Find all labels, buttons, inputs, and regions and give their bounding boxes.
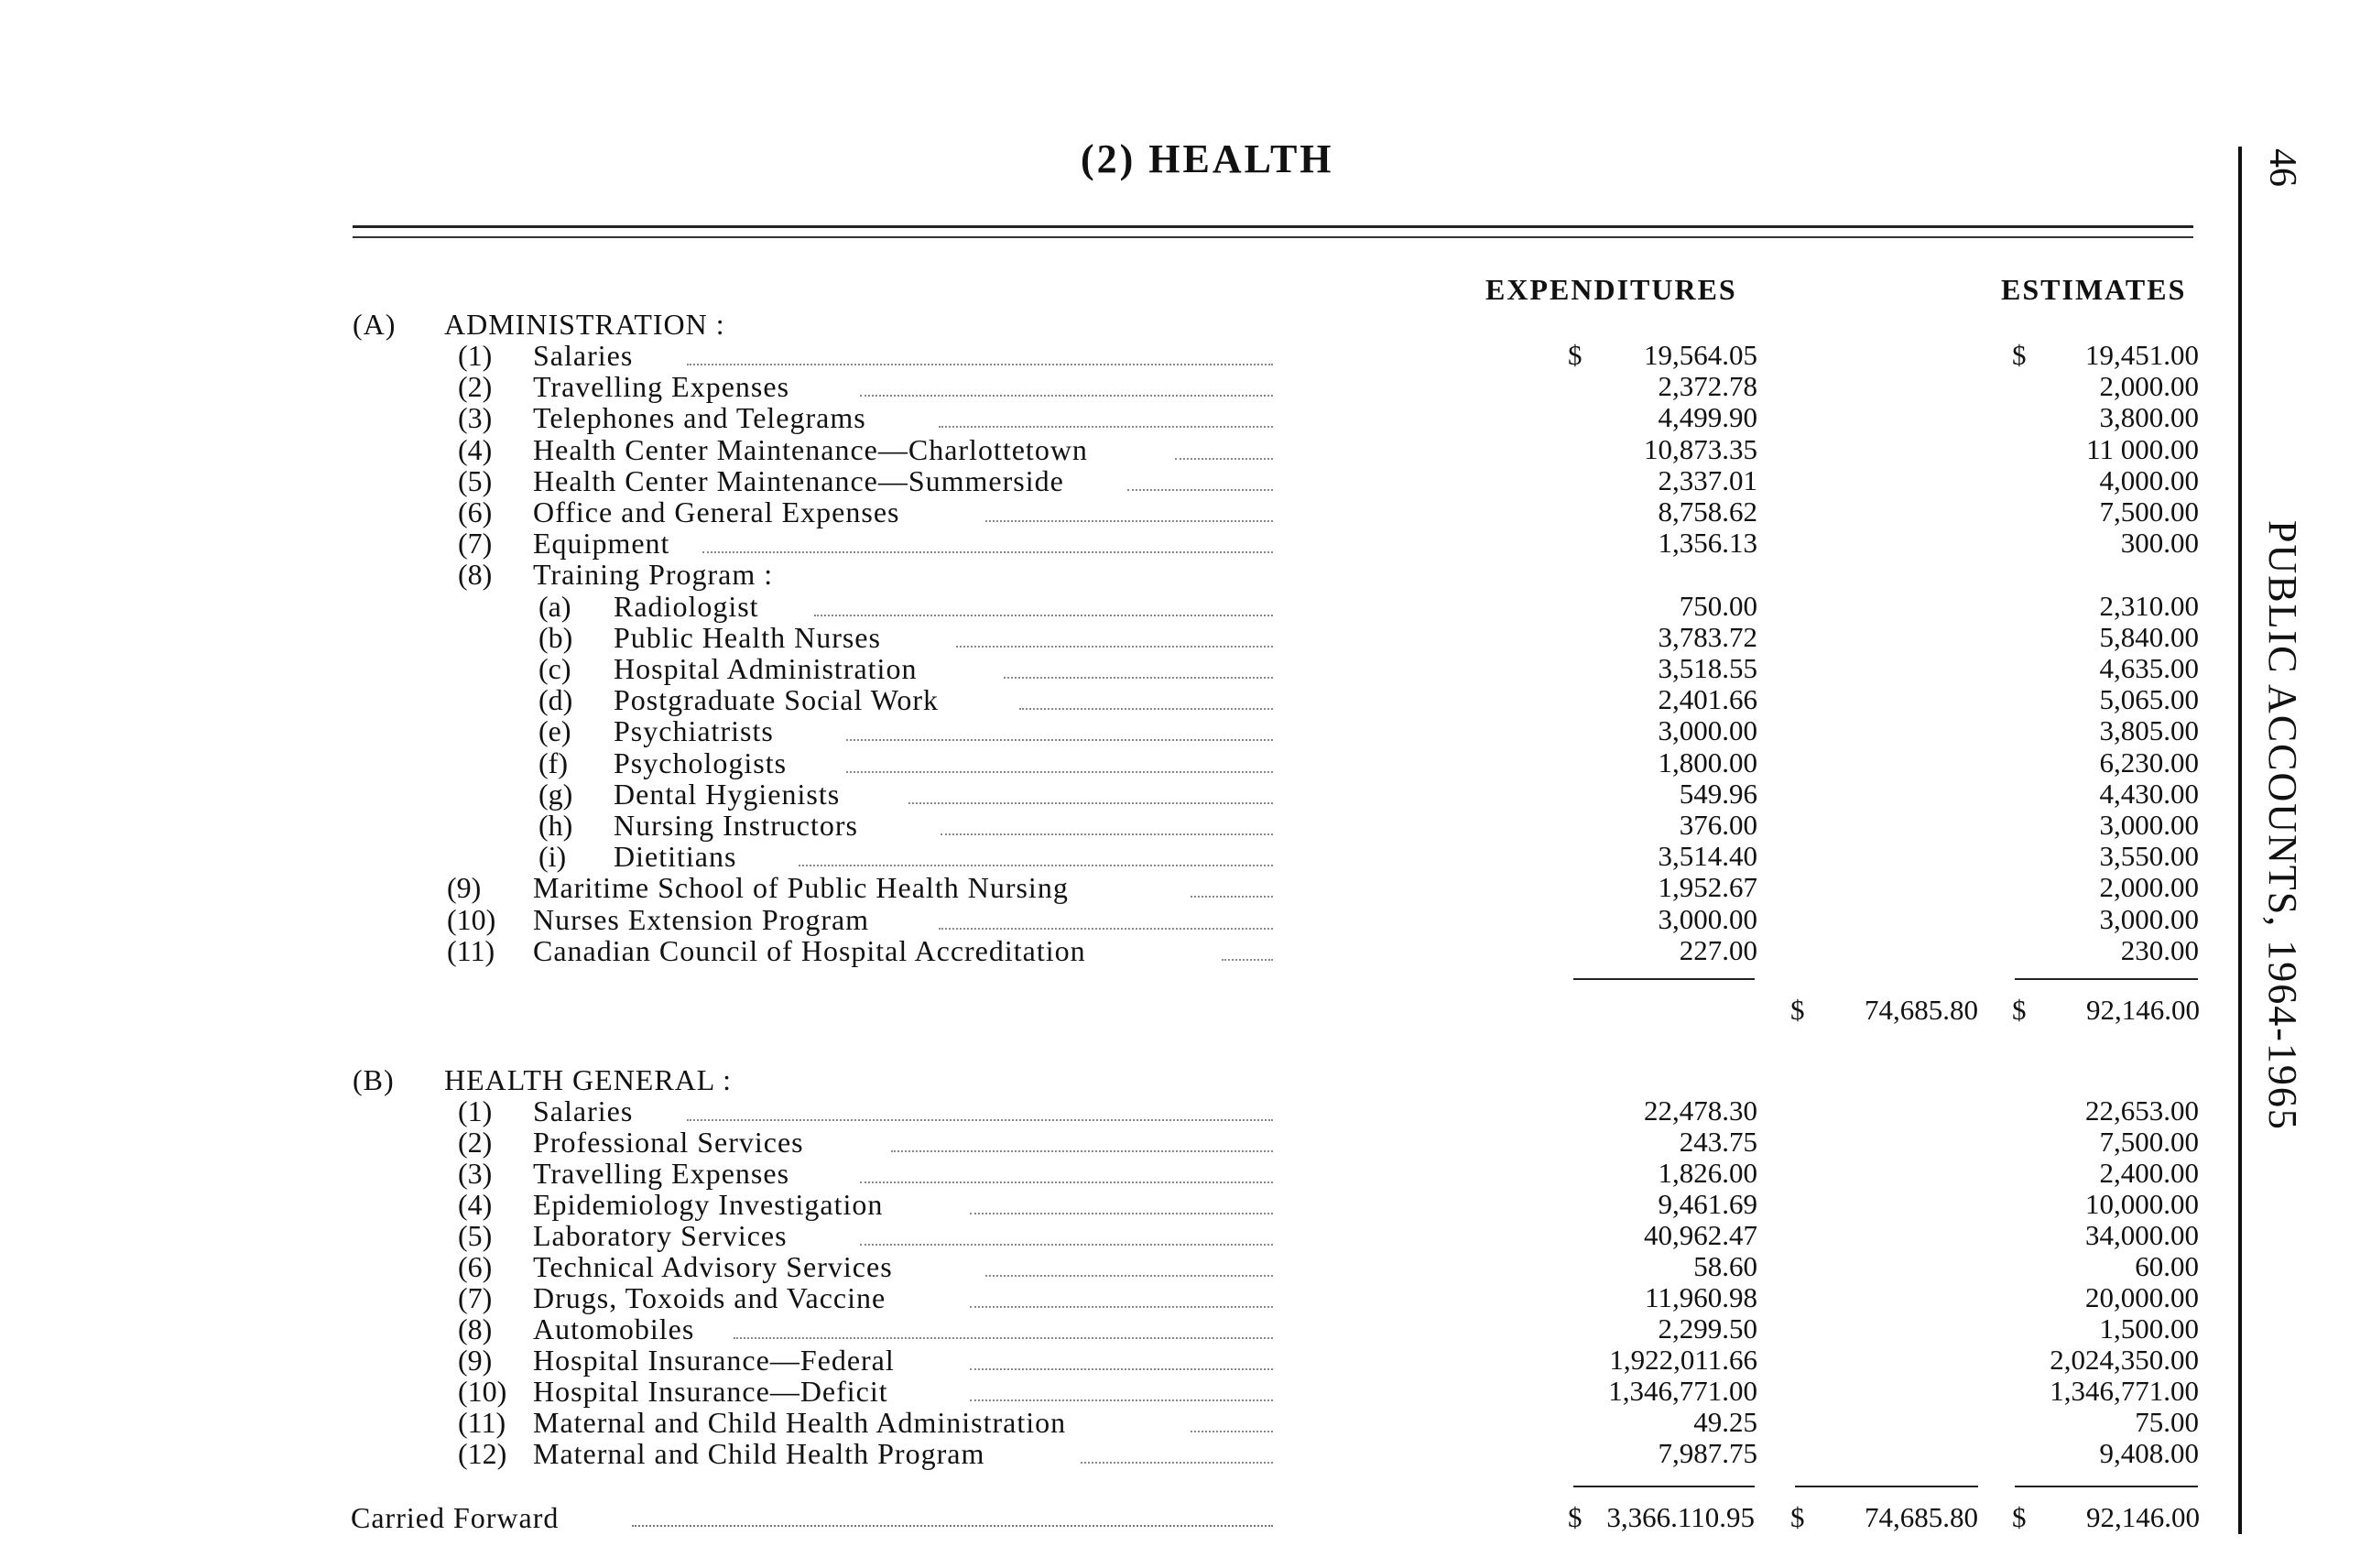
row-label: Canadian Council of Hospital Accreditation — [533, 934, 1086, 967]
currency-sign: $ — [2012, 339, 2027, 371]
row-label: Technical Advisory Services — [533, 1250, 893, 1283]
estimate-value: 3,000.00 — [2099, 903, 2199, 935]
expenditure-value: 2,401.66 — [1658, 683, 1757, 715]
estimate-value: 2,310.00 — [2099, 590, 2199, 622]
expenditure-value: 3,000.00 — [1658, 903, 1757, 935]
expenditure-value: 1,346,771.00 — [1608, 1375, 1757, 1407]
row-label: Maritime School of Public Health Nursing — [533, 871, 1069, 904]
estimate-value: 5,065.00 — [2099, 683, 2199, 715]
leader-dots — [1127, 489, 1273, 491]
row-index: (1) — [458, 1094, 493, 1127]
leader-dots — [1175, 458, 1273, 460]
table-row — [0, 653, 2371, 684]
row-label: Travelling Expenses — [533, 1157, 790, 1190]
section-b-heading: HEALTH GENERAL : — [444, 1063, 733, 1096]
row-label: Office and General Expenses — [533, 495, 900, 528]
row-label: Psychologists — [614, 746, 788, 779]
leader-dots — [860, 395, 1273, 397]
expenditure-value: 9,461.69 — [1658, 1188, 1757, 1220]
page-title: (2) HEALTH — [1081, 136, 1334, 181]
table-row — [0, 841, 2371, 872]
row-index: (4) — [458, 1188, 493, 1221]
leader-dots — [734, 1337, 1273, 1339]
row-label: Dietitians — [614, 840, 737, 873]
table-row — [0, 810, 2371, 841]
section-b-marker: (B) — [353, 1063, 395, 1096]
subtotal-rule-est — [2015, 978, 2198, 980]
row-label: Postgraduate Social Work — [614, 683, 939, 716]
table-row — [0, 591, 2371, 622]
leader-dots — [939, 928, 1273, 930]
leader-dots — [799, 865, 1273, 866]
leader-dots — [956, 646, 1273, 648]
row-label: Health Center Maintenance—Charlottetown — [533, 433, 1088, 466]
currency-sign: $ — [1568, 339, 1582, 371]
row-label: Professional Services — [533, 1126, 804, 1159]
expenditures-header: EXPENDITURES — [1485, 273, 1737, 306]
leader-dots — [970, 1306, 1273, 1308]
estimate-value: 11 000.00 — [2086, 433, 2199, 465]
row-index: (11) — [458, 1406, 506, 1439]
section-a-total-est: 92,146.00 — [2086, 994, 2200, 1026]
leader-dots — [687, 1119, 1273, 1121]
row-label: Epidemiology Investigation — [533, 1188, 884, 1221]
subtotal-rule-exp — [1573, 978, 1755, 980]
leader-dots — [860, 1181, 1273, 1183]
expenditure-value: 376.00 — [1679, 809, 1757, 841]
row-index: (f) — [538, 746, 568, 779]
expenditure-value: 11,960.98 — [1645, 1281, 1757, 1313]
expenditure-value: 750.00 — [1679, 590, 1757, 622]
row-label: Travelling Expenses — [533, 370, 790, 403]
estimate-value: 75.00 — [2135, 1406, 2199, 1438]
row-index: (2) — [458, 1126, 493, 1159]
estimate-value: 230.00 — [2120, 934, 2199, 966]
row-index: (5) — [458, 464, 493, 497]
title-rule — [353, 225, 2193, 228]
estimate-value: 4,430.00 — [2099, 778, 2199, 810]
row-index: (9) — [447, 871, 482, 904]
table-row — [0, 465, 2371, 496]
row-label: Salaries — [533, 339, 634, 372]
currency-sign: $ — [1790, 1501, 1805, 1533]
currency-sign: $ — [1790, 994, 1805, 1026]
carried-forward-exp: 3,366.110.95 — [1606, 1501, 1755, 1533]
leader-dots — [1004, 677, 1273, 679]
estimate-value: 2,000.00 — [2099, 370, 2199, 402]
leader-dots — [985, 520, 1273, 522]
row-label: Hospital Administration — [614, 652, 918, 685]
table-row — [0, 904, 2371, 935]
leader-dots — [985, 1275, 1273, 1277]
row-index: (2) — [458, 370, 493, 403]
estimate-value: 300.00 — [2120, 527, 2199, 559]
estimate-value: 3,805.00 — [2099, 714, 2199, 746]
row-index: (3) — [458, 1157, 493, 1190]
row-index: (7) — [458, 527, 493, 560]
table-row — [0, 340, 2371, 371]
table-row — [0, 684, 2371, 715]
row-index: (e) — [538, 714, 571, 747]
expenditure-value: 3,514.40 — [1658, 840, 1757, 872]
expenditure-value: 1,800.00 — [1658, 746, 1757, 779]
row-index: (4) — [458, 433, 493, 466]
row-index: (9) — [458, 1344, 493, 1377]
currency-sign: $ — [2012, 994, 2027, 1026]
row-label: Salaries — [533, 1094, 634, 1127]
expenditure-value: 10,873.35 — [1644, 433, 1757, 465]
leader-dots — [687, 364, 1273, 365]
expenditure-value: 4,499.90 — [1658, 401, 1757, 433]
row-index: (i) — [538, 840, 567, 873]
cf-rule-est — [2015, 1486, 2198, 1487]
leader-dots — [860, 1244, 1273, 1246]
expenditure-value: 2,299.50 — [1658, 1312, 1757, 1345]
leader-dots — [632, 1525, 1273, 1527]
estimate-value: 1,346,771.00 — [2050, 1375, 2199, 1407]
currency-sign: $ — [1568, 1501, 1582, 1533]
estimate-value: 2,400.00 — [2099, 1157, 2199, 1189]
leader-dots — [970, 1213, 1273, 1214]
row-label: Psychiatrists — [614, 714, 774, 747]
leader-dots — [891, 1150, 1273, 1152]
row-label: Telephones and Telegrams — [533, 401, 866, 434]
row-label: Maternal and Child Health Administration — [533, 1406, 1067, 1439]
expenditure-value: 22,478.30 — [1644, 1094, 1757, 1127]
row-label: Radiologist — [614, 590, 759, 623]
row-index: (6) — [458, 1250, 493, 1283]
table-row — [0, 402, 2371, 433]
page-number: 46 — [2261, 148, 2303, 187]
row-label: Hospital Insurance—Deficit — [533, 1375, 888, 1408]
row-index: (a) — [538, 590, 571, 623]
table-row — [0, 1313, 2371, 1345]
row-index: (10) — [458, 1375, 507, 1408]
section-a-marker: (A) — [353, 308, 397, 341]
table-row — [0, 622, 2371, 653]
table-row — [0, 1376, 2371, 1407]
leader-dots — [1081, 1462, 1273, 1464]
estimate-value: 20,000.00 — [2085, 1281, 2199, 1313]
estimate-value: 2,000.00 — [2099, 871, 2199, 903]
estimate-value: 4,635.00 — [2099, 652, 2199, 684]
estimate-value: 22,653.00 — [2085, 1094, 2199, 1127]
cf-rule-exp — [1573, 1486, 1755, 1487]
row-index: (1) — [458, 339, 493, 372]
estimate-value: 9,408.00 — [2099, 1437, 2199, 1469]
row-index: (8) — [458, 1312, 493, 1345]
cf-rule-mid — [1795, 1486, 1978, 1487]
expenditure-value: 1,826.00 — [1658, 1157, 1757, 1189]
leader-dots — [970, 1368, 1273, 1370]
row-index: (h) — [538, 809, 573, 842]
table-row — [0, 715, 2371, 746]
row-label: Maternal and Child Health Program — [533, 1437, 985, 1470]
row-label: Laboratory Services — [533, 1219, 788, 1252]
expenditure-value: 49.25 — [1693, 1406, 1757, 1438]
estimate-value: 3,000.00 — [2099, 809, 2199, 841]
estimates-header: ESTIMATES — [2001, 273, 2187, 306]
estimate-value: 2,024,350.00 — [2050, 1344, 2199, 1376]
expenditure-value: 243.75 — [1679, 1126, 1757, 1158]
table-row — [0, 1282, 2371, 1313]
row-label: Drugs, Toxoids and Vaccine — [533, 1281, 886, 1314]
estimate-value: 1,500.00 — [2099, 1312, 2199, 1345]
row-label: Automobiles — [533, 1312, 695, 1345]
expenditure-value: 2,337.01 — [1658, 464, 1757, 496]
leader-dots — [1191, 896, 1273, 898]
row-index: (c) — [538, 652, 571, 685]
table-row — [0, 1407, 2371, 1438]
leader-dots — [846, 739, 1273, 741]
estimate-value: 7,500.00 — [2099, 1126, 2199, 1158]
currency-sign: $ — [2012, 1501, 2027, 1533]
row-index: (11) — [447, 934, 495, 967]
leader-dots — [1222, 959, 1273, 961]
row-label: Public Health Nurses — [614, 621, 881, 654]
row-index: (6) — [458, 495, 493, 528]
estimate-value: 10,000.00 — [2085, 1188, 2199, 1220]
table-row — [0, 528, 2371, 559]
expenditure-value: 549.96 — [1679, 778, 1757, 810]
carried-forward-est: 92,146.00 — [2086, 1501, 2200, 1533]
row-label: Nursing Instructors — [614, 809, 858, 842]
leader-dots — [939, 426, 1273, 428]
expenditure-value: 19,564.05 — [1644, 339, 1757, 371]
row-label: Health Center Maintenance—Summerside — [533, 464, 1064, 497]
leader-dots — [814, 615, 1273, 616]
row-index: (d) — [538, 683, 573, 716]
expenditure-value: 227.00 — [1679, 934, 1757, 966]
expenditure-value: 3,518.55 — [1658, 652, 1757, 684]
leader-dots — [941, 833, 1273, 835]
table-row — [0, 779, 2371, 810]
row-index: (3) — [458, 401, 493, 434]
row-index: (b) — [538, 621, 573, 654]
expenditure-value: 1,922,011.66 — [1609, 1344, 1757, 1376]
row-index: (10) — [447, 903, 496, 936]
expenditure-value: 8,758.62 — [1658, 495, 1757, 528]
table-row — [0, 1095, 2371, 1127]
table-row — [0, 1438, 2371, 1469]
leader-dots — [702, 551, 1273, 553]
table-row — [0, 1251, 2371, 1282]
table-row — [0, 559, 2371, 590]
leader-dots — [1019, 708, 1273, 710]
carried-forward-mid: 74,685.80 — [1865, 1501, 1978, 1533]
table-row — [0, 371, 2371, 402]
expenditure-value: 2,372.78 — [1658, 370, 1757, 402]
expenditure-value: 1,356.13 — [1658, 527, 1757, 559]
leader-dots — [846, 771, 1273, 773]
table-row — [0, 1158, 2371, 1189]
estimate-value: 60.00 — [2135, 1250, 2199, 1282]
estimate-value: 7,500.00 — [2099, 495, 2199, 528]
leader-dots — [1191, 1431, 1273, 1432]
table-row — [0, 434, 2371, 465]
row-index: (7) — [458, 1281, 493, 1314]
estimate-value: 3,550.00 — [2099, 840, 2199, 872]
section-a-heading: ADMINISTRATION : — [444, 308, 725, 341]
table-row — [0, 1220, 2371, 1251]
table-row — [0, 872, 2371, 903]
table-row — [0, 1345, 2371, 1376]
expenditure-value: 1,952.67 — [1658, 871, 1757, 903]
table-row — [0, 935, 2371, 966]
estimate-value: 5,840.00 — [2099, 621, 2199, 653]
expenditure-value: 40,962.47 — [1644, 1219, 1757, 1251]
table-row — [0, 1127, 2371, 1158]
section-a-total-exp: 74,685.80 — [1865, 994, 1978, 1026]
expenditure-value: 7,987.75 — [1658, 1437, 1757, 1469]
title-rule-2 — [353, 236, 2193, 238]
estimate-value: 6,230.00 — [2099, 746, 2199, 779]
estimate-value: 19,451.00 — [2085, 339, 2199, 371]
row-label: Dental Hygienists — [614, 778, 841, 811]
row-index: (12) — [458, 1437, 507, 1470]
expenditure-value: 3,783.72 — [1658, 621, 1757, 653]
row-label: Equipment — [533, 527, 670, 560]
row-label: Hospital Insurance—Federal — [533, 1344, 895, 1377]
row-index: (8) — [458, 558, 493, 591]
carried-forward-label: Carried Forward — [351, 1501, 560, 1534]
expenditure-value: 58.60 — [1693, 1250, 1757, 1282]
table-row — [0, 747, 2371, 779]
row-label: Training Program : — [533, 558, 774, 591]
leader-dots — [970, 1399, 1273, 1401]
row-index: (g) — [538, 778, 573, 811]
table-row — [0, 496, 2371, 528]
expenditure-value: 3,000.00 — [1658, 714, 1757, 746]
running-title: PUBLIC ACCOUNTS, 1964-1965 — [2260, 520, 2305, 1131]
leader-dots — [908, 802, 1273, 804]
row-label: Nurses Extension Program — [533, 903, 870, 936]
estimate-value: 3,800.00 — [2099, 401, 2199, 433]
table-row — [0, 1189, 2371, 1220]
estimate-value: 4,000.00 — [2099, 464, 2199, 496]
row-index: (5) — [458, 1219, 493, 1252]
estimate-value: 34,000.00 — [2085, 1219, 2199, 1251]
